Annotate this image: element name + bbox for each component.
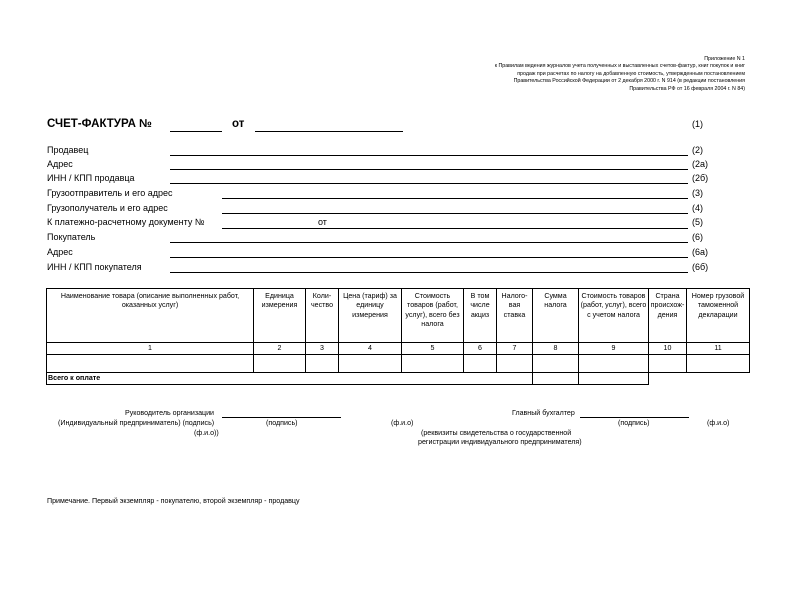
accountant-label: Главный бухгалтер [512,409,575,417]
invoice-number-line [170,131,222,132]
field-line-buyer-inn [170,272,688,273]
appendix-line: Правительства РФ от 16 февраля 2004 г. N 84) [629,85,745,92]
head-label: Руководитель организации [125,409,215,417]
field-line-seller [170,155,688,156]
field-code: (6) [692,232,703,242]
accountant-name-caption: (ф.и.о) [707,419,730,427]
column-number: 11 [687,343,750,355]
footer-note: Примечание. Первый экземпляр - покупателю, второй экземпляр - продавцу [47,497,300,505]
head-signature-line [222,417,341,418]
table-cell[interactable] [497,355,533,373]
appendix-line: продаж при расчетах по налогу на добавленную стоимость, утвержденным постановлением [517,70,745,77]
field-label-seller: Продавец [47,145,89,155]
column-number: 1 [47,343,254,355]
entrepreneur-label: (Индивидуальный предприниматель) (подпись) [58,419,215,427]
field-code: (6а) [692,247,709,257]
head-signature-caption: (подпись) [266,419,298,427]
column-number: 6 [464,343,497,355]
table-cell[interactable] [339,355,402,373]
accountant-signature-caption: (подпись) [618,419,650,427]
column-header: Налого-вая ставка [497,289,533,343]
field-line-buyer [170,242,688,243]
appendix-line: к Правилам ведения журналов учета полученных и выставленных счетов-фактур, книг покупок и книг [494,63,745,70]
field-line-seller-inn [170,183,688,184]
total-label: Всего к оплате [47,373,533,385]
field-line-payment-doc [222,228,688,229]
table-cell[interactable] [464,355,497,373]
table-header-row [47,289,750,343]
column-header: Страна происхож-дения [649,289,687,343]
field-code: (6б) [692,262,709,272]
column-number: 2 [254,343,306,355]
field-label-buyer-inn: ИНН / КПП покупателя [47,262,142,272]
column-number: 8 [533,343,579,355]
field-code: (2а) [692,159,709,169]
column-number: 5 [402,343,464,355]
column-number: 4 [339,343,402,355]
table-cell[interactable] [402,355,464,373]
column-number: 9 [579,343,649,355]
column-number: 3 [306,343,339,355]
column-header: Коли-чество [306,289,339,343]
column-number: 10 [649,343,687,355]
field-label-shipper: Грузоотправитель и его адрес [47,188,173,198]
total-amount-cell[interactable] [579,373,649,385]
table-cell[interactable] [533,355,579,373]
table-cell[interactable] [687,355,750,373]
payment-doc-date-label: от [318,217,327,227]
table-row [47,355,750,373]
column-number: 7 [497,343,533,355]
column-number-row [47,343,750,355]
field-code: (2) [692,145,703,155]
appendix-note [445,56,745,93]
column-header: Номер грузовой таможенной декларации [687,289,750,343]
field-code: (1) [692,119,703,129]
field-line-shipper [222,198,688,199]
table-cell[interactable] [306,355,339,373]
column-header: Единица измерения [254,289,306,343]
column-header: Наименование товара (описание выполненных работ, оказанных услуг) [47,289,254,343]
invoice-title: СЧЕТ-ФАКТУРА № [47,118,152,130]
total-row [47,373,750,385]
head-name-caption: (ф.и.о) [391,419,414,427]
field-label-buyer: Покупатель [47,232,96,242]
field-line-consignee [222,213,688,214]
invoice-date-label: от [232,118,245,130]
field-line-seller-address [170,169,688,170]
accountant-signature-line [580,417,689,418]
field-label-seller-inn: ИНН / КПП продавца [47,173,135,183]
column-header: В том числе акциз [464,289,497,343]
appendix-line: Приложение N 1 [704,56,745,62]
field-label-consignee: Грузополучатель и его адрес [47,203,168,213]
goods-table [46,288,750,385]
field-label-seller-address: Адрес [47,159,73,169]
table-cell[interactable] [47,355,254,373]
field-code: (4) [692,203,703,213]
field-line-buyer-address [170,257,688,258]
requisites-caption-line2: регистрации индивидуального предпринимателя) [418,438,582,446]
field-code: (2б) [692,173,709,183]
invoice-date-line [255,131,403,132]
field-code: (5) [692,217,703,227]
table-cell[interactable] [254,355,306,373]
total-tax-cell[interactable] [533,373,579,385]
column-header: Цена (тариф) за единицу измерения [339,289,402,343]
column-header: Сумма налога [533,289,579,343]
field-label-payment-doc: К платежно-расчетному документу № [47,217,205,227]
column-header: Стоимость товаров (работ, услуг), всего без налога [402,289,464,343]
entrepreneur-name-caption: (ф.и.о)) [194,429,219,437]
field-code: (3) [692,188,703,198]
column-header: Стоимость товаров (работ, услуг), всего с учетом налога [579,289,649,343]
field-label-buyer-address: Адрес [47,247,73,257]
requisites-caption-line1: (реквизиты свидетельства о государственной [421,429,572,437]
table-cell[interactable] [579,355,649,373]
appendix-line: Правительства Российской Федерации от 2 декабря 2000 г. N 914 (в редакции постановления [513,78,745,85]
table-cell[interactable] [649,355,687,373]
